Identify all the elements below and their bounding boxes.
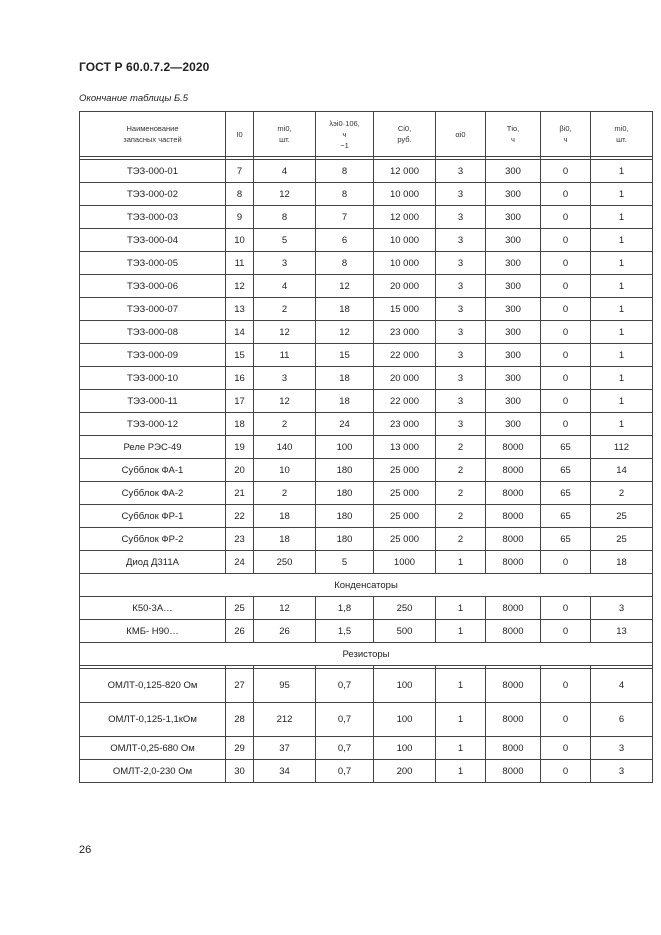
table-cell: 10 000 [374,252,436,275]
table-cell: 2 [591,482,653,505]
table-cell: 65 [541,436,591,459]
section-row [80,643,653,666]
table-row [80,737,653,760]
part-name-cell: Реле РЭС-49 [80,436,226,459]
table-row [80,160,653,183]
table-cell: 18 [591,551,653,574]
table-cell: 180 [316,505,374,528]
table-cell: 8 [316,160,374,183]
column-header-line: руб. [397,135,412,144]
section-title: Резисторы [80,643,653,666]
table-cell: 1 [436,703,486,737]
table-cell: 2 [254,413,316,436]
table-cell: 6 [316,229,374,252]
column-header-line: −1 [340,140,349,150]
table-cell: 180 [316,482,374,505]
table-cell: 12 [316,275,374,298]
document-code: ГОСТ Р 60.0.7.2—2020 [79,60,210,74]
table-cell: 14 [591,459,653,482]
table-cell: 8 [316,183,374,206]
spare-parts-table [79,111,653,783]
table-cell: 3 [436,298,486,321]
part-name-cell: ОМЛТ-0,25-680 Ом [80,737,226,760]
table-caption: Окончание таблицы Б.5 [79,93,189,104]
table-cell: 1 [591,252,653,275]
table-cell: 0 [541,252,591,275]
table-cell: 13 000 [374,436,436,459]
table-cell: 1 [591,275,653,298]
table-cell: 21 [226,482,254,505]
table-cell: 25 [226,597,254,620]
table-cell: 300 [486,390,541,413]
part-name-cell: ТЭЗ-000-03 [80,206,226,229]
table-cell: 112 [591,436,653,459]
table-cell: 1 [591,229,653,252]
table-cell: 1 [436,597,486,620]
part-name-cell: ТЭЗ-000-09 [80,344,226,367]
table-cell: 25 [591,505,653,528]
table-cell: 17 [226,390,254,413]
table-cell: 20 000 [374,367,436,390]
part-name-cell: ТЭЗ-000-07 [80,298,226,321]
part-name-cell: Субблок ФР-2 [80,528,226,551]
table-cell: 1 [591,298,653,321]
table-cell: 23 000 [374,413,436,436]
table-cell: 25 [591,528,653,551]
table-body [80,160,653,783]
table-cell: 3 [436,183,486,206]
table-cell: 18 [316,367,374,390]
table-cell: 12 [254,183,316,206]
table-cell: 10 [226,229,254,252]
part-name-cell: ТЭЗ-000-05 [80,252,226,275]
table-cell: 22 000 [374,344,436,367]
table-row [80,183,653,206]
table-cell: 30 [226,760,254,783]
part-name-cell: Диод Д311А [80,551,226,574]
column-header-line: шт. [279,135,290,144]
column-header [316,112,374,157]
table-cell: 15 [316,344,374,367]
table-cell: 8000 [486,597,541,620]
table-cell: 1 [591,160,653,183]
table-row [80,528,653,551]
table-cell: 0 [541,737,591,760]
table-cell: 28 [226,703,254,737]
table-cell: 0 [541,229,591,252]
table-cell: 25 000 [374,482,436,505]
table-cell: 0 [541,321,591,344]
table-cell: 2 [254,482,316,505]
table-cell: 300 [486,183,541,206]
table-row [80,275,653,298]
table-cell: 1 [436,551,486,574]
table-cell: 12 [254,321,316,344]
table-cell: 20 [226,459,254,482]
table-cell: 1,5 [316,620,374,643]
table-cell: 3 [436,413,486,436]
table-cell: 3 [436,275,486,298]
column-header [591,112,653,157]
table-cell: 8000 [486,482,541,505]
column-header-line: ч [563,135,568,144]
table-cell: 7 [316,206,374,229]
table-cell: 3 [254,367,316,390]
part-name-cell: ТЭЗ-000-12 [80,413,226,436]
column-header-line: βi0, [559,124,572,133]
table-cell: 3 [591,760,653,783]
table-row [80,298,653,321]
table-cell: 10 000 [374,229,436,252]
table-cell: 300 [486,413,541,436]
part-name-cell: ОМЛТ-0,125-820 Ом [80,669,226,703]
table-row [80,620,653,643]
table-cell: 65 [541,459,591,482]
table-cell: 0,7 [316,760,374,783]
table-cell: 1 [591,344,653,367]
table-cell: 18 [316,390,374,413]
table-cell: 2 [436,528,486,551]
table-cell: 0 [541,390,591,413]
table-cell: 23 000 [374,321,436,344]
table-row [80,551,653,574]
table-row [80,321,653,344]
part-name-cell: ТЭЗ-000-11 [80,390,226,413]
part-name-cell: ТЭЗ-000-04 [80,229,226,252]
table-row [80,367,653,390]
table-cell: 11 [254,344,316,367]
part-name-cell: ТЭЗ-000-06 [80,275,226,298]
table-cell: 100 [374,703,436,737]
table-cell: 25 000 [374,528,436,551]
table-cell: 25 000 [374,459,436,482]
table-row [80,436,653,459]
table-cell: 13 [591,620,653,643]
table-cell: 300 [486,298,541,321]
table-cell: 26 [254,620,316,643]
table-row [80,459,653,482]
table-cell: 3 [436,252,486,275]
part-name-cell: ТЭЗ-000-08 [80,321,226,344]
table-header-row [80,112,653,157]
table-cell: 1 [591,183,653,206]
column-header-line: шт. [616,135,627,144]
table-cell: 12 [226,275,254,298]
column-header [254,112,316,157]
table-cell: 300 [486,160,541,183]
table-cell: 4 [254,160,316,183]
table-cell: 2 [254,298,316,321]
table-cell: 95 [254,669,316,703]
table-row [80,482,653,505]
table-cell: 3 [591,737,653,760]
table-cell: 0 [541,298,591,321]
table-cell: 10 000 [374,183,436,206]
table-cell: 2 [436,505,486,528]
table-cell: 1 [436,620,486,643]
table-cell: 65 [541,528,591,551]
table-cell: 300 [486,275,541,298]
part-name-cell: ТЭЗ-000-10 [80,367,226,390]
table-cell: 1 [436,760,486,783]
table-cell: 300 [486,344,541,367]
table-cell: 0 [541,620,591,643]
table-cell: 0,7 [316,703,374,737]
table-cell: 6 [591,703,653,737]
table-cell: 1 [591,367,653,390]
table-cell: 3 [436,160,486,183]
table-cell: 500 [374,620,436,643]
table-cell: 11 [226,252,254,275]
table-cell: 3 [436,390,486,413]
table-cell: 15 000 [374,298,436,321]
table-cell: 2 [436,482,486,505]
table-cell: 0 [541,551,591,574]
table-cell: 12 000 [374,206,436,229]
table-cell: 4 [254,275,316,298]
table-cell: 12 000 [374,160,436,183]
table-row [80,229,653,252]
column-header [541,112,591,157]
table-cell: 0 [541,275,591,298]
table-cell: 2 [436,459,486,482]
column-header-line: Наименование [126,124,179,133]
table-cell: 8 [226,183,254,206]
column-header [436,112,486,157]
table-cell: 8000 [486,737,541,760]
section-title: Конденсаторы [80,574,653,597]
part-name-cell: ОМЛТ-2,0-230 Ом [80,760,226,783]
table-row [80,703,653,737]
table-cell: 180 [316,528,374,551]
table-row [80,505,653,528]
table-cell: 3 [436,206,486,229]
column-header [486,112,541,157]
table-cell: 34 [254,760,316,783]
table-cell: 14 [226,321,254,344]
table-cell: 8 [316,252,374,275]
table-cell: 12 [254,597,316,620]
table-cell: 9 [226,206,254,229]
table-cell: 1000 [374,551,436,574]
table-cell: 7 [226,160,254,183]
table-cell: 65 [541,505,591,528]
table-cell: 16 [226,367,254,390]
table-cell: 37 [254,737,316,760]
table-cell: 12 [254,390,316,413]
table-row [80,344,653,367]
part-name-cell: ТЭЗ-000-02 [80,183,226,206]
table-cell: 1 [591,206,653,229]
table-cell: 3 [436,367,486,390]
table-cell: 3 [254,252,316,275]
table-cell: 20 000 [374,275,436,298]
table-cell: 300 [486,229,541,252]
table-cell: 300 [486,321,541,344]
table-cell: 15 [226,344,254,367]
table-cell: 8000 [486,669,541,703]
part-name-cell: ОМЛТ-0,125-1,1кОм [80,703,226,737]
table-cell: 29 [226,737,254,760]
table-cell: 8000 [486,459,541,482]
table-cell: 24 [226,551,254,574]
table-cell: 5 [316,551,374,574]
table-cell: 27 [226,669,254,703]
table-cell: 8000 [486,505,541,528]
column-header-line: ч [511,135,515,144]
table-row [80,390,653,413]
column-header-line: ч [342,129,347,139]
table-cell: 250 [254,551,316,574]
table-cell: 8000 [486,620,541,643]
table-cell: 100 [316,436,374,459]
table-cell: 1 [591,390,653,413]
table-cell: 0 [541,206,591,229]
table-cell: 8 [254,206,316,229]
table-cell: 65 [541,482,591,505]
table-cell: 4 [591,669,653,703]
table-cell: 212 [254,703,316,737]
part-name-cell: Субблок ФА-2 [80,482,226,505]
table-cell: 13 [226,298,254,321]
table-cell: 300 [486,367,541,390]
table-row [80,760,653,783]
part-name-cell: Субблок ФР-1 [80,505,226,528]
table-cell: 8000 [486,703,541,737]
table-cell: 100 [374,737,436,760]
table-cell: 0 [541,597,591,620]
table-cell: 19 [226,436,254,459]
table-row [80,597,653,620]
column-header [374,112,436,157]
column-header-line: αi0 [455,129,466,139]
table-cell: 0,7 [316,737,374,760]
column-header [80,112,226,157]
part-name-cell: Субблок ФА-1 [80,459,226,482]
table-cell: 1 [436,737,486,760]
table-cell: 26 [226,620,254,643]
table-cell: 1 [591,321,653,344]
table-cell: 1,8 [316,597,374,620]
table-cell: 22 000 [374,390,436,413]
table-cell: 100 [374,669,436,703]
table-cell: 300 [486,252,541,275]
table-cell: 0 [541,367,591,390]
column-header-line: Сi0, [397,124,412,133]
table-cell: 24 [316,413,374,436]
table-cell: 18 [316,298,374,321]
column-header-line: I0 [236,129,243,139]
table-cell: 200 [374,760,436,783]
table-cell: 0 [541,344,591,367]
table-row [80,669,653,703]
section-row [80,574,653,597]
part-name-cell: К50-3А… [80,597,226,620]
table-cell: 22 [226,505,254,528]
table-cell: 0 [541,183,591,206]
table-cell: 23 [226,528,254,551]
table-cell: 300 [486,206,541,229]
table-cell: 8000 [486,551,541,574]
table-cell: 0 [541,669,591,703]
table-row [80,206,653,229]
table-cell: 18 [254,528,316,551]
table-cell: 3 [436,229,486,252]
table-cell: 5 [254,229,316,252]
table-cell: 18 [226,413,254,436]
table-row [80,252,653,275]
table-cell: 2 [436,436,486,459]
table-cell: 25 000 [374,505,436,528]
table-cell: 250 [374,597,436,620]
table-row [80,413,653,436]
table-cell: 12 [316,321,374,344]
table-cell: 1 [436,669,486,703]
column-header [226,112,254,157]
table-cell: 8000 [486,528,541,551]
table-cell: 0 [541,760,591,783]
part-name-cell: ТЭЗ-000-01 [80,160,226,183]
table-cell: 180 [316,459,374,482]
column-header-line: запасных частей [123,135,182,144]
page-number: 26 [79,844,92,856]
column-header-line: Тio, [506,124,520,133]
column-header-line: mi0, [277,124,292,133]
part-name-cell: КМБ- Н90… [80,620,226,643]
table-cell: 3 [591,597,653,620]
column-header-line: mi0, [614,124,629,133]
table-cell: 140 [254,436,316,459]
column-header-line: λэi0·106, [329,118,360,128]
table-cell: 3 [436,321,486,344]
table-cell: 0 [541,413,591,436]
table-cell: 8000 [486,436,541,459]
table-cell: 8000 [486,760,541,783]
table-cell: 0 [541,160,591,183]
table-cell: 1 [591,413,653,436]
table-cell: 0 [541,703,591,737]
table-cell: 0,7 [316,669,374,703]
table-cell: 10 [254,459,316,482]
table-cell: 3 [436,344,486,367]
table-cell: 18 [254,505,316,528]
